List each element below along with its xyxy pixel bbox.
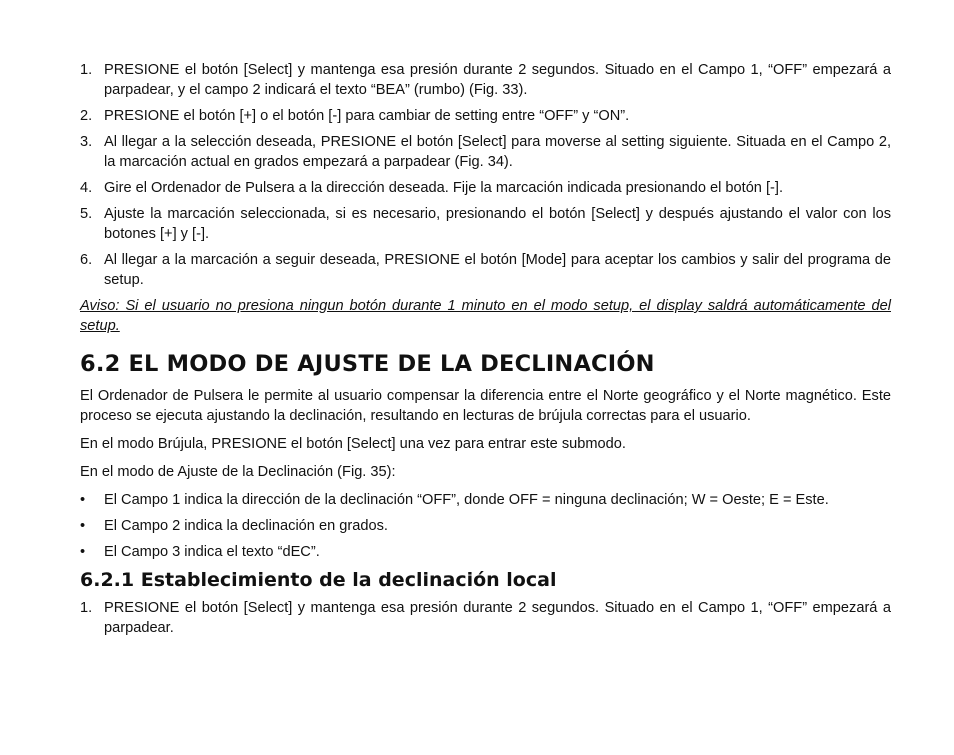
bullet-mark: • — [80, 544, 86, 560]
declination-steps-list — [80, 598, 891, 638]
bullet-text: El Campo 1 indica la dirección de la declinación “OFF”, donde OFF = ninguna declinación; W = Oeste; E = Este. — [104, 492, 829, 508]
declination-mode-paragraph: En el modo de Ajuste de la Declinación (Fig. 35): — [80, 464, 396, 480]
bullet-mark: • — [80, 518, 86, 534]
list-item — [80, 204, 891, 244]
list-item — [80, 106, 891, 126]
list-item — [80, 490, 891, 510]
section-heading: 6.2 EL MODO DE AJUSTE DE LA DECLINACIÓN — [80, 351, 655, 377]
step-text: PRESIONE el botón [+] o el botón [-] para cambiar de setting entre “OFF” y “ON”. — [104, 108, 630, 124]
intro-paragraph: El Ordenador de Pulsera le permite al usuario compensar la diferencia entre el Norte geográfico y el Norte magnético. Este proceso se ejecuta ajustando la declinación, resultando en lecturas de brújula correctas para el usuario. — [80, 388, 891, 424]
list-item — [80, 178, 891, 198]
step-number: 1. — [80, 600, 93, 616]
step-text: Ajuste la marcación seleccionada, si es necesario, presionando el botón [Select] y después ajustando el valor con los botones [+] y [-]. — [104, 206, 891, 242]
step-number: 4. — [80, 180, 93, 196]
list-item — [80, 542, 891, 562]
list-item — [80, 250, 891, 290]
bullet-text: El Campo 2 indica la declinación en grados. — [104, 518, 388, 534]
list-item — [80, 60, 891, 100]
step-text: Al llegar a la selección deseada, PRESIONE el botón [Select] para moverse al setting siguiente. Situada en el Campo 2, la marcación actual en grados empezará a parpadear (Fig. 34). — [104, 134, 891, 170]
compass-mode-paragraph: En el modo Brújula, PRESIONE el botón [Select] una vez para entrar este submodo. — [80, 436, 626, 452]
bullet-text: El Campo 3 indica el texto “dEC”. — [104, 544, 320, 560]
setup-steps-list — [80, 60, 891, 290]
step-number: 3. — [80, 134, 93, 150]
step-number: 5. — [80, 206, 93, 222]
step-number: 1. — [80, 62, 93, 78]
step-number: 2. — [80, 108, 93, 124]
subsection-heading: 6.2.1 Establecimiento de la declinación local — [80, 569, 557, 591]
step-text: Al llegar a la marcación a seguir deseada, PRESIONE el botón [Mode] para aceptar los cambios y salir del programa de setup. — [104, 252, 891, 288]
bullet-mark: • — [80, 492, 86, 508]
step-number: 6. — [80, 252, 93, 268]
list-item — [80, 598, 891, 638]
list-item — [80, 516, 891, 536]
notice-text: Aviso: Si el usuario no presiona ningun botón durante 1 minuto en el modo setup, el display saldrá automáticamente del setup. — [80, 298, 891, 334]
list-item — [80, 132, 891, 172]
step-text: PRESIONE el botón [Select] y mantenga esa presión durante 2 segundos. Situado en el Campo 1, “OFF” empezará a parpadear. — [104, 600, 891, 636]
step-text: Gire el Ordenador de Pulsera a la dirección deseada. Fije la marcación indicada presionando el botón [-]. — [104, 180, 784, 196]
field-bullets-list — [80, 490, 891, 562]
page-content — [80, 60, 891, 644]
step-text: PRESIONE el botón [Select] y mantenga esa presión durante 2 segundos. Situado en el Campo 1, “OFF” empezará a parpadear, y el campo 2 indicará el texto “BEA” (rumbo) (Fig. 33). — [104, 62, 891, 98]
